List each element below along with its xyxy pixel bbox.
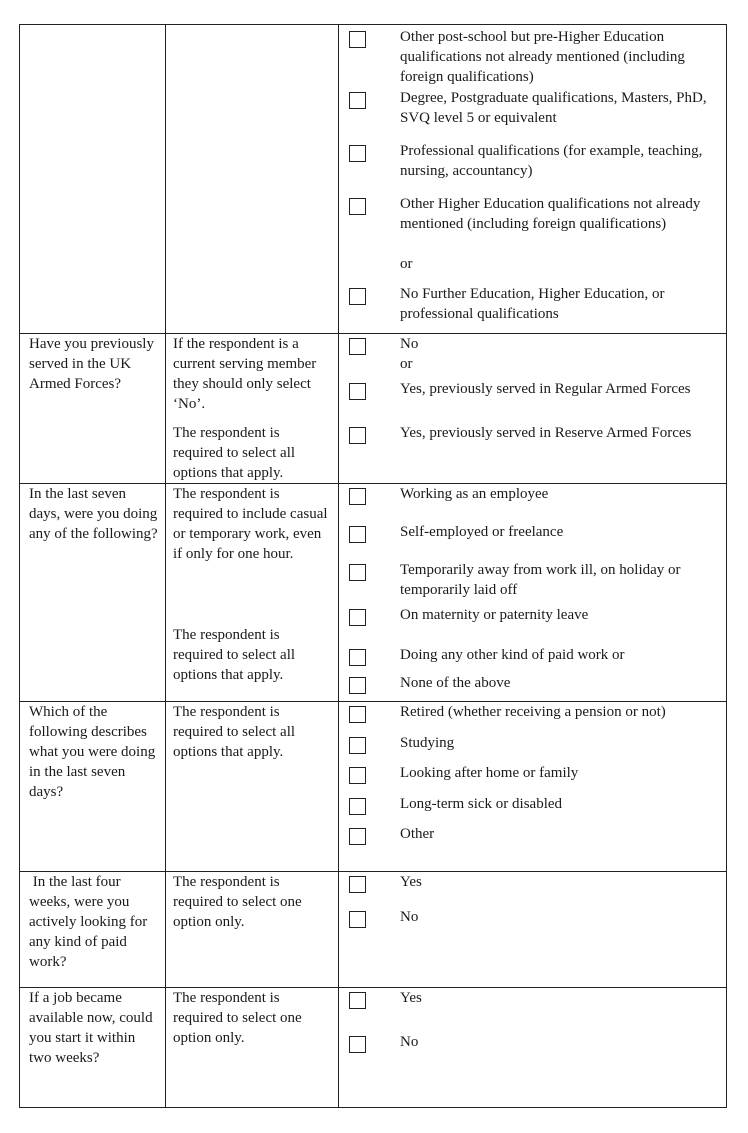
table-row	[19, 872, 727, 988]
option-label: Looking after home or family	[400, 765, 579, 781]
option-label: Studying	[400, 735, 455, 751]
question-text: In the last seven days, were you doing any of the following?	[29, 486, 158, 542]
question-text: If a job became available now, could you start it within two weeks?	[29, 990, 153, 1066]
checkbox[interactable]	[349, 383, 366, 400]
option-label: Retired (whether receiving a pension or not)	[400, 704, 666, 720]
checkbox[interactable]	[349, 911, 366, 928]
checkbox[interactable]	[349, 338, 366, 355]
checkbox[interactable]	[349, 92, 366, 109]
checkbox[interactable]	[349, 609, 366, 626]
checkbox[interactable]	[349, 992, 366, 1009]
or-text: or	[400, 356, 413, 372]
checkbox[interactable]	[349, 198, 366, 215]
checkbox[interactable]	[349, 1036, 366, 1053]
option-label: Yes, previously served in Reserve Armed Forces	[400, 425, 692, 441]
option-label: None of the above	[400, 675, 511, 691]
checkbox[interactable]	[349, 145, 366, 162]
option-label: Self-employed or freelance	[400, 524, 564, 540]
option-label: On maternity or paternity leave	[400, 607, 589, 623]
column-divider	[165, 702, 166, 871]
question-text: Have you previously served in the UK Armed Forces?	[29, 336, 154, 392]
table-row	[19, 334, 727, 484]
option-label: Yes	[400, 990, 422, 1006]
column-divider	[338, 25, 339, 333]
checkbox[interactable]	[349, 876, 366, 893]
guidance-text: The respondent is required to select one option only.	[173, 990, 302, 1046]
option-label: Temporarily away from work ill, on holiday or temporarily laid off	[400, 562, 681, 598]
checkbox[interactable]	[349, 677, 366, 694]
checkbox[interactable]	[349, 31, 366, 48]
checkbox[interactable]	[349, 649, 366, 666]
option-label: Other Higher Education qualifications not already mentioned (including foreign qualifications)	[400, 196, 701, 232]
checkbox[interactable]	[349, 706, 366, 723]
column-divider	[165, 484, 166, 701]
option-label: No	[400, 1034, 419, 1050]
option-label: No	[400, 336, 419, 352]
guidance-text: The respondent is required to select one option only.	[173, 874, 302, 930]
checkbox[interactable]	[349, 564, 366, 581]
option-label: Doing any other kind of paid work or	[400, 647, 625, 663]
option-label: No	[400, 909, 419, 925]
column-divider	[165, 25, 166, 333]
question-text: Which of the following describes what you were doing in the last seven days?	[29, 704, 156, 800]
column-divider	[338, 872, 339, 987]
table-row	[19, 702, 727, 872]
option-label: Professional qualifications (for example, teaching, nursing, accountancy)	[400, 143, 703, 179]
option-label: Degree, Postgraduate qualifications, Masters, PhD, SVQ level 5 or equivalent	[400, 90, 707, 126]
question-text: In the last four weeks, were you actively looking for any kind of paid work?	[29, 874, 152, 970]
column-divider	[338, 484, 339, 701]
column-divider	[165, 334, 166, 483]
checkbox[interactable]	[349, 488, 366, 505]
guidance-text: The respondent is required to include casual or temporary work, even if only for one hour.	[173, 486, 328, 562]
column-divider	[165, 872, 166, 987]
option-label: Long-term sick or disabled	[400, 796, 563, 812]
checkbox[interactable]	[349, 798, 366, 815]
column-divider	[338, 702, 339, 871]
or-text: or	[400, 256, 413, 272]
checkbox[interactable]	[349, 427, 366, 444]
option-label: Other post-school but pre-Higher Education qualifications not already mentioned (including foreign qualifications)	[400, 29, 685, 85]
option-label: Yes, previously served in Regular Armed Forces	[400, 381, 691, 397]
guidance-text: The respondent is required to select all options that apply.	[173, 425, 296, 481]
column-divider	[338, 988, 339, 1107]
guidance-text: The respondent is required to select all options that apply.	[173, 704, 296, 760]
questionnaire-table	[19, 24, 727, 1108]
checkbox[interactable]	[349, 767, 366, 784]
table-row	[19, 484, 727, 702]
option-label: No Further Education, Higher Education, or professional qualifications	[400, 286, 665, 322]
option-label: Yes	[400, 874, 422, 890]
column-divider	[338, 334, 339, 483]
checkbox[interactable]	[349, 737, 366, 754]
checkbox[interactable]	[349, 526, 366, 543]
guidance-text: If the respondent is a current serving member they should only select ‘No’.	[173, 336, 317, 412]
option-label: Other	[400, 826, 435, 842]
checkbox[interactable]	[349, 288, 366, 305]
checkbox[interactable]	[349, 828, 366, 845]
option-label: Working as an employee	[400, 486, 549, 502]
column-divider	[165, 988, 166, 1107]
table-row	[19, 24, 727, 334]
guidance-text: The respondent is required to select all options that apply.	[173, 627, 296, 683]
table-row	[19, 988, 727, 1108]
